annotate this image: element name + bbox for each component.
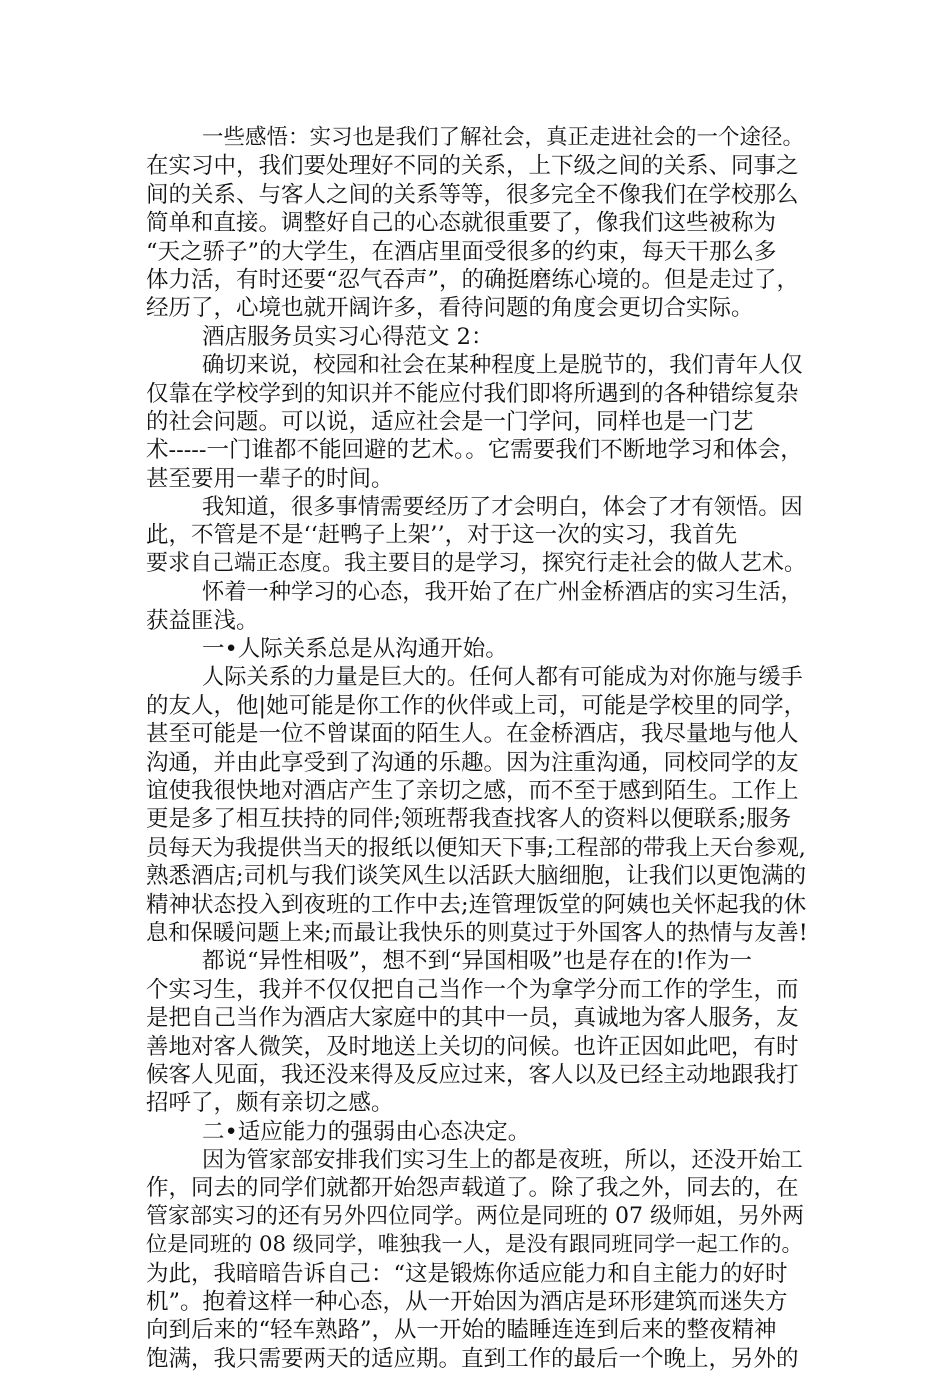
text-line: 谊使我很快地对酒店产生了亲切之感，而不至于感到陌生。工作上 xyxy=(146,777,799,804)
text-line: 甚至要用一辈子的时间。 xyxy=(146,465,394,492)
text-line: 一•人际关系总是从沟通开始。 xyxy=(202,636,508,663)
text-line: 酒店服务员实习心得范文 2： xyxy=(202,323,494,350)
text-line: 体力活，有时还要“忍气吞声”，的确挺磨练心境的。但是走过了， xyxy=(146,266,800,293)
text-line: 精神状态投入到夜班的工作中去;连管理饭堂的阿姨也关怀起我的休 xyxy=(146,891,807,918)
text-line: 人际关系的力量是巨大的。任何人都有可能成为对你施与缓手 xyxy=(202,664,803,691)
text-line: 经历了，心境也就开阔许多，看待问题的角度会更切合实际。 xyxy=(146,295,754,322)
text-line: 仅靠在学校学到的知识并不能应付我们即将所遇到的各种错综复杂 xyxy=(146,380,799,407)
text-line: 简单和直接。调整好自己的心态就很重要了，像我们这些被称为 xyxy=(146,210,777,237)
text-line: 怀着一种学习的心态，我开始了在广州金桥酒店的实习生活， xyxy=(202,579,803,606)
text-line: 候客人见面，我还没来得及反应过来，客人以及已经主动地跟我打 xyxy=(146,1061,799,1088)
text-line: 是把自己当作为酒店大家庭中的其中一员，真诚地为客人服务，友 xyxy=(146,1005,799,1032)
text-line: 在实习中，我们要处理好不同的关系，上下级之间的关系、同事之 xyxy=(146,153,799,180)
text-line: 要求自己端正态度。我主要目的是学习，探究行走社会的做人艺术。 xyxy=(146,550,807,576)
text-line: 因为管家部安排我们实习生上的都是夜班，所以，还没开始工 xyxy=(202,1147,803,1174)
text-line: 位是同班的 08 级同学，唯独我一人，是没有跟同班同学一起工作的。 xyxy=(146,1232,803,1258)
text-line: 术-----一门谁都不能回避的艺术。。它需要我们不断地学习和体会， xyxy=(146,437,803,464)
text-line: 一些感悟：实习也是我们了解社会，真正走进社会的一个途径。 xyxy=(202,125,805,150)
text-line: 间的关系、与客人之间的关系等等，很多完全不像我们在学校那么 xyxy=(146,181,799,208)
text-line: 个实习生，我并不仅仅把自己当作一个为拿学分而工作的学生，而 xyxy=(146,976,799,1003)
text-line: 管家部实习的还有另外四位同学。两位是同班的 07 级师姐，另外两 xyxy=(146,1203,804,1229)
text-line: 更是多了相互扶持的同伴;领班帮我查找客人的资料以便联系;服务 xyxy=(146,806,792,833)
text-line: 员每天为我提供当天的报纸以便知天下事;工程部的带我上天台参观, xyxy=(146,834,806,861)
text-line: 的友人，他|她可能是你工作的伙伴或上司，可能是学校里的同学， xyxy=(146,692,807,719)
text-line: 为此，我暗暗告诉自己：“这是锻炼你适应能力和自主能力的好时 xyxy=(146,1260,788,1287)
text-line: 息和保暖问题上来;而最让我快乐的则莫过于外国客人的热情与友善! xyxy=(146,919,808,946)
text-line: 都说“异性相吸”，想不到“异国相吸”也是存在的!作为一 xyxy=(202,948,753,975)
text-line: 二•适应能力的强弱由心态决定。 xyxy=(202,1118,531,1145)
text-line: 我知道，很多事情需要经历了才会明白，体会了才有领悟。因 xyxy=(202,494,803,521)
text-line: 此，不管是不是‘‘赶鸭子上架’’，对于这一次的实习，我首先 xyxy=(146,522,738,549)
document-body xyxy=(146,124,808,1373)
text-line: 饱满，我只需要两天的适应期。直到工作的最后一个晚上，另外的 xyxy=(146,1345,799,1372)
text-line: 作，同去的同学们就都开始怨声载道了。除了我之外，同去的，在 xyxy=(146,1175,799,1202)
text-line: “天之骄子”的大学生，在酒店里面受很多的约束，每天干那么多 xyxy=(146,238,777,265)
text-line: 甚至可能是一位不曾谋面的陌生人。在金桥酒店，我尽量地与他人 xyxy=(146,721,799,748)
text-line: 的社会问题。可以说，适应社会是一门学问，同样也是一门艺 xyxy=(146,408,754,435)
text-line: 善地对客人微笑，及时地送上关切的问候。也许正因如此吧，有时 xyxy=(146,1033,799,1060)
text-line: 确切来说，校园和社会在某种程度上是脱节的，我们青年人仅 xyxy=(202,352,803,379)
text-line: 向到后来的“轻车熟路”，从一开始的瞌睡连连到后来的整夜精神 xyxy=(146,1317,777,1344)
text-line: 招呼了，颇有亲切之感。 xyxy=(146,1090,394,1117)
text-line: 熟悉酒店;司机与我们谈笑风生以活跃大脑细胞，让我们以更饱满的 xyxy=(146,863,807,890)
text-line: 沟通，并由此享受到了沟通的乐趣。因为注重沟通，同校同学的友 xyxy=(146,749,799,776)
text-line: 获益匪浅。 xyxy=(146,607,259,634)
text-line: 机”。抱着这样一种心态，从一开始因为酒店是环形建筑而迷失方 xyxy=(146,1289,788,1316)
